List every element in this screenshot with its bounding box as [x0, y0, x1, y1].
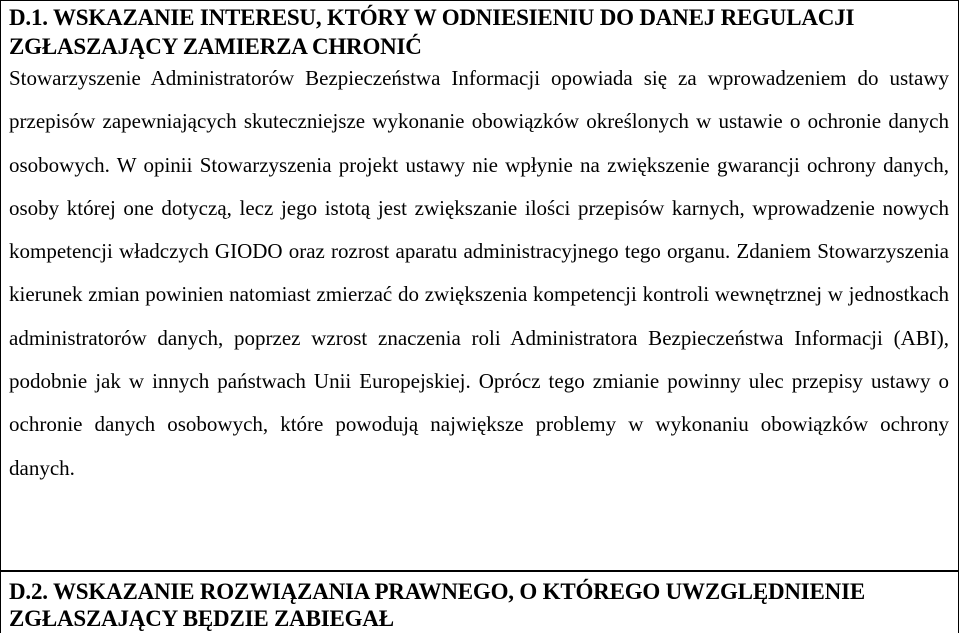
section-d1-title-line1: WSKAZANIE INTERESU, KTÓRY W ODNIESIENIU DO DANEJ REGULACJI — [52, 5, 855, 30]
section-d1-label: D.1. — [9, 5, 48, 30]
section-d1-heading — [1, 1, 958, 61]
section-d2-heading — [1, 572, 958, 632]
section-d2-label: D.2. — [9, 579, 48, 604]
section-d2-title-line2: ZGŁASZAJĄCY BĘDZIE ZABIEGAŁ — [9, 606, 394, 631]
section-d2-title-line1: WSKAZANIE ROZWIĄZANIA PRAWNEGO, O KTÓREGO UWZGLĘDNIENIE — [52, 579, 865, 604]
section-d1-body: Stowarzyszenie Administratorów Bezpieczeństwa Informacji opowiada się za wprowadzeniem do ustawy przepisów zapewniających skuteczniejsze wykonanie obowiązków określonych w ustawie o ochronie danych osobowych. W opinii Stowarzyszenia projekt ustawy nie wpłynie na zwiększenie gwarancji ochrony danych, osoby której one dotyczą, lecz jego istotą jest zwiększanie ilości przepisów karnych, wprowadzenie nowych kompetencji władczych GIODO oraz rozrost aparatu administracyjnego tego organu. Zdaniem Stowarzyszenia kierunek zmian powinien natomiast zmierzać do zwiększenia kompetencji kontroli wewnętrznej w jednostkach administratorów danych, poprzez wzrost znaczenia roli Administratora Bezpieczeństwa Informacji (ABI), podobnie jak w innych państwach Unii Europejskiej. Oprócz tego zmianie powinny ulec przepisy ustawy o ochronie danych osobowych, które powodują największe problemy w wykonaniu obowiązków ochrony danych. — [9, 66, 949, 480]
section-d1-title-line2: ZGŁASZAJĄCY ZAMIERZA CHRONIĆ — [9, 34, 422, 59]
section-d2 — [0, 570, 959, 633]
